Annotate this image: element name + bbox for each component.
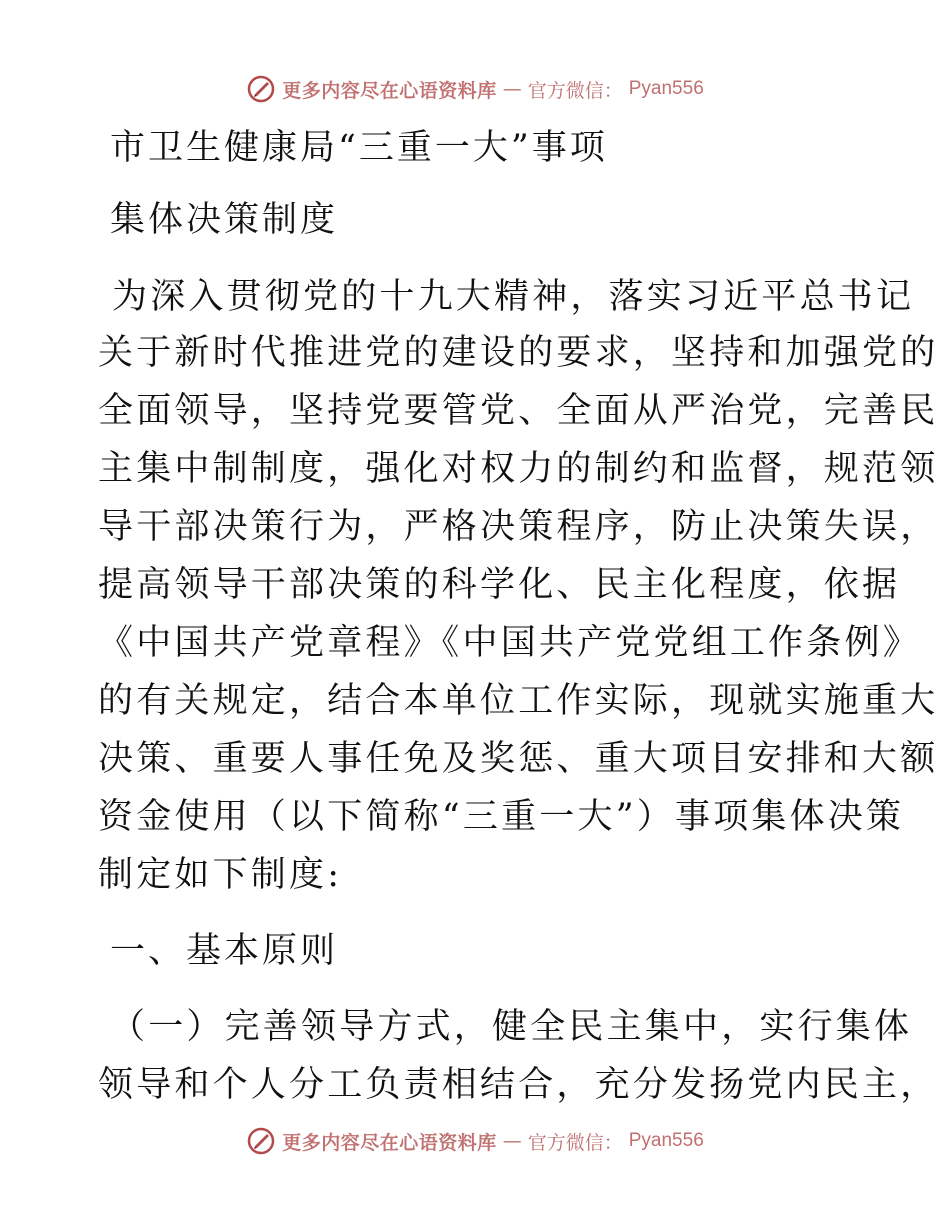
watermark-separator: — [502, 78, 522, 100]
paragraph-line: 资金使用（以下简称“三重一大”）事项集体决策 [98, 797, 905, 837]
paragraph-line: 领导和个人分工负责相结合，充分发扬党内民主， [98, 1065, 939, 1105]
paragraph-line: 的有关规定，结合本单位工作实际，现就实施重大 [98, 681, 939, 721]
paragraph-line: 为深入贯彻党的十九大精神，落实习近平总书记 [112, 277, 915, 317]
watermark-separator: — [502, 1130, 522, 1152]
watermark-header [0, 72, 950, 106]
watermark-site-name: 更多内容尽在心语资料库 [282, 1131, 497, 1154]
paragraph-line: 决策、重要人事任免及奖惩、重大项目安排和大额 [98, 739, 939, 779]
watermark-site-name: 更多内容尽在心语资料库 [282, 79, 497, 102]
paragraph-line: 制定如下制度: [98, 855, 343, 895]
quill-seal-icon [246, 74, 276, 104]
section-heading: 一、基本原则 [110, 931, 339, 971]
document-subtitle: 集体决策制度 [110, 200, 339, 240]
watermark-label: 官方微信： [527, 1131, 623, 1154]
watermark-footer [0, 1124, 950, 1158]
paragraph-line: 导干部决策行为，严格决策程序，防止决策失误， [98, 507, 939, 547]
watermark-label: 官方微信： [527, 79, 623, 102]
document-title: 市卫生健康局“三重一大”事项 [110, 128, 608, 168]
paragraph-line: 《中国共产党章程》《中国共产党党组工作条例》 [98, 623, 921, 663]
paragraph-line: 全面领导，坚持党要管党、全面从严治党，完善民 [98, 391, 939, 431]
watermark-wechat-id: Pyan556 [628, 1130, 704, 1151]
paragraph-line: 提高领导干部决策的科学化、民主化程度，依据 [98, 565, 901, 605]
paragraph-line: 主集中制制度，强化对权力的制约和监督，规范领 [98, 449, 939, 489]
watermark-wechat-id: Pyan556 [628, 78, 704, 99]
paragraph-line: 关于新时代推进党的建设的要求，坚持和加强党的 [98, 333, 939, 373]
quill-seal-icon [246, 1126, 276, 1156]
paragraph-line: （一）完善领导方式，健全民主集中，实行集体 [110, 1007, 913, 1047]
